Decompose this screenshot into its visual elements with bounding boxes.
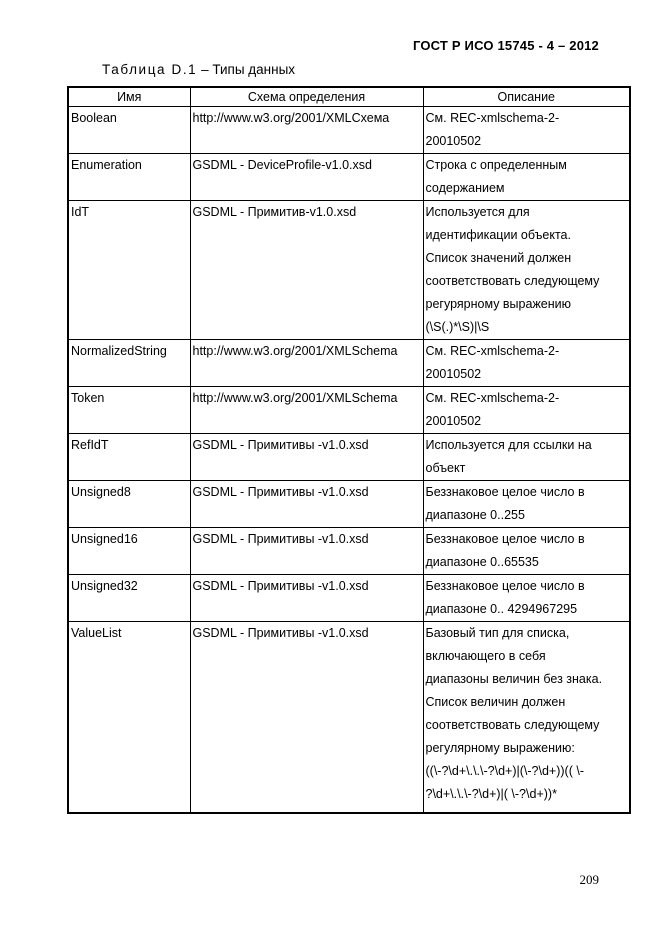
cell-type-name: Token: [68, 387, 190, 434]
table-row: [68, 481, 630, 528]
cell-schema: GSDML - Примитивы -v1.0.xsd: [190, 481, 423, 528]
cell-type-name: IdT: [68, 201, 190, 340]
cell-description: [423, 481, 630, 528]
description-line: Строка с определенным: [425, 158, 567, 172]
cell-description: [423, 340, 630, 387]
description-line: регурярному выражению: [425, 297, 572, 311]
cell-description: [423, 201, 630, 340]
description-line: диапазоне 0.. 4294967295: [425, 602, 578, 616]
cell-type-name: RefIdT: [68, 434, 190, 481]
column-header-schema: Схема определения: [190, 87, 423, 107]
data-types-table: [67, 86, 631, 814]
table-caption: [102, 62, 295, 77]
table-row: [68, 154, 630, 201]
table-row: [68, 528, 630, 575]
cell-description: [423, 387, 630, 434]
cell-type-name: Unsigned16: [68, 528, 190, 575]
cell-schema: GSDML - Примитивы -v1.0.xsd: [190, 622, 423, 814]
cell-schema: GSDML - Примитивы -v1.0.xsd: [190, 575, 423, 622]
table-row: [68, 387, 630, 434]
description-line: См. REC-xmlschema-2-: [425, 344, 560, 358]
table-row: [68, 622, 630, 814]
cell-type-name: Unsigned8: [68, 481, 190, 528]
cell-schema: GSDML - Примитивы -v1.0.xsd: [190, 434, 423, 481]
cell-type-name: ValueList: [68, 622, 190, 814]
description-line: ((\-?\d+\.\.\-?\d+)|(\-?\d+))(( \-: [425, 764, 584, 778]
cell-type-name: Boolean: [68, 107, 190, 154]
description-line: См. REC-xmlschema-2-: [425, 111, 560, 125]
description-line: 20010502: [425, 134, 482, 148]
table-row: [68, 434, 630, 481]
table-row: [68, 340, 630, 387]
description-line: диапазоны величин без знака.: [425, 672, 603, 686]
description-line: (\S(.)*\S)|\S: [425, 320, 490, 334]
description-line: идентификации объекта.: [425, 228, 571, 242]
description-line: 20010502: [425, 367, 482, 381]
description-line: Базовый тип для списка,: [425, 626, 570, 640]
description-line: соответствовать следующему: [425, 274, 600, 288]
cell-description: [423, 575, 630, 622]
description-line: диапазоне 0..65535: [425, 555, 539, 569]
description-line: 20010502: [425, 414, 482, 428]
description-line: содержанием: [425, 181, 505, 195]
description-line: Используется для ссылки на: [425, 438, 592, 452]
description-line: См. REC-xmlschema-2-: [425, 391, 560, 405]
cell-description: [423, 107, 630, 154]
description-line: Список значений должен: [425, 251, 572, 265]
cell-schema: http://www.w3.org/2001/XMLSchema: [190, 387, 423, 434]
cell-type-name: Enumeration: [68, 154, 190, 201]
cell-schema: http://www.w3.org/2001/XMLSchema: [190, 340, 423, 387]
page-number: 209: [579, 872, 599, 887]
table-row: [68, 107, 630, 154]
description-line: включающего в себя: [425, 649, 546, 663]
description-line: Беззнаковое целое число в: [425, 532, 585, 546]
cell-description: [423, 434, 630, 481]
cell-description: [423, 528, 630, 575]
column-header-description: Описание: [423, 87, 630, 107]
description-line: диапазоне 0..255: [425, 508, 525, 522]
cell-description: [423, 622, 630, 814]
description-line: соответствовать следующему: [425, 718, 600, 732]
description-line: Беззнаковое целое число в: [425, 579, 585, 593]
cell-description: [423, 154, 630, 201]
description-line: регулярному выражению:: [425, 741, 575, 755]
description-line: объект: [425, 461, 466, 475]
column-header-name: Имя: [68, 87, 190, 107]
description-line: Используется для: [425, 205, 530, 219]
cell-type-name: NormalizedString: [68, 340, 190, 387]
table-row: [68, 575, 630, 622]
cell-schema: GSDML - Примитив-v1.0.xsd: [190, 201, 423, 340]
cell-schema: http://www.w3.org/2001/XMLСхема: [190, 107, 423, 154]
table-row: [68, 201, 630, 340]
cell-type-name: Unsigned32: [68, 575, 190, 622]
table-caption-title: – Типы данных: [201, 62, 296, 77]
cell-schema: GSDML - DeviceProfile-v1.0.xsd: [190, 154, 423, 201]
description-line: ?\d+\.\.\-?\d+)|( \-?\d+))*: [425, 787, 557, 801]
description-line: Беззнаковое целое число в: [425, 485, 585, 499]
document-standard-header: ГОСТ Р ИСО 15745 - 4 – 2012: [412, 38, 599, 53]
table-body: [68, 107, 630, 814]
cell-schema: GSDML - Примитивы -v1.0.xsd: [190, 528, 423, 575]
table-caption-label: Таблица D.1: [102, 62, 198, 77]
description-line: Список величин должен: [425, 695, 566, 709]
table-header-row: [68, 87, 630, 107]
